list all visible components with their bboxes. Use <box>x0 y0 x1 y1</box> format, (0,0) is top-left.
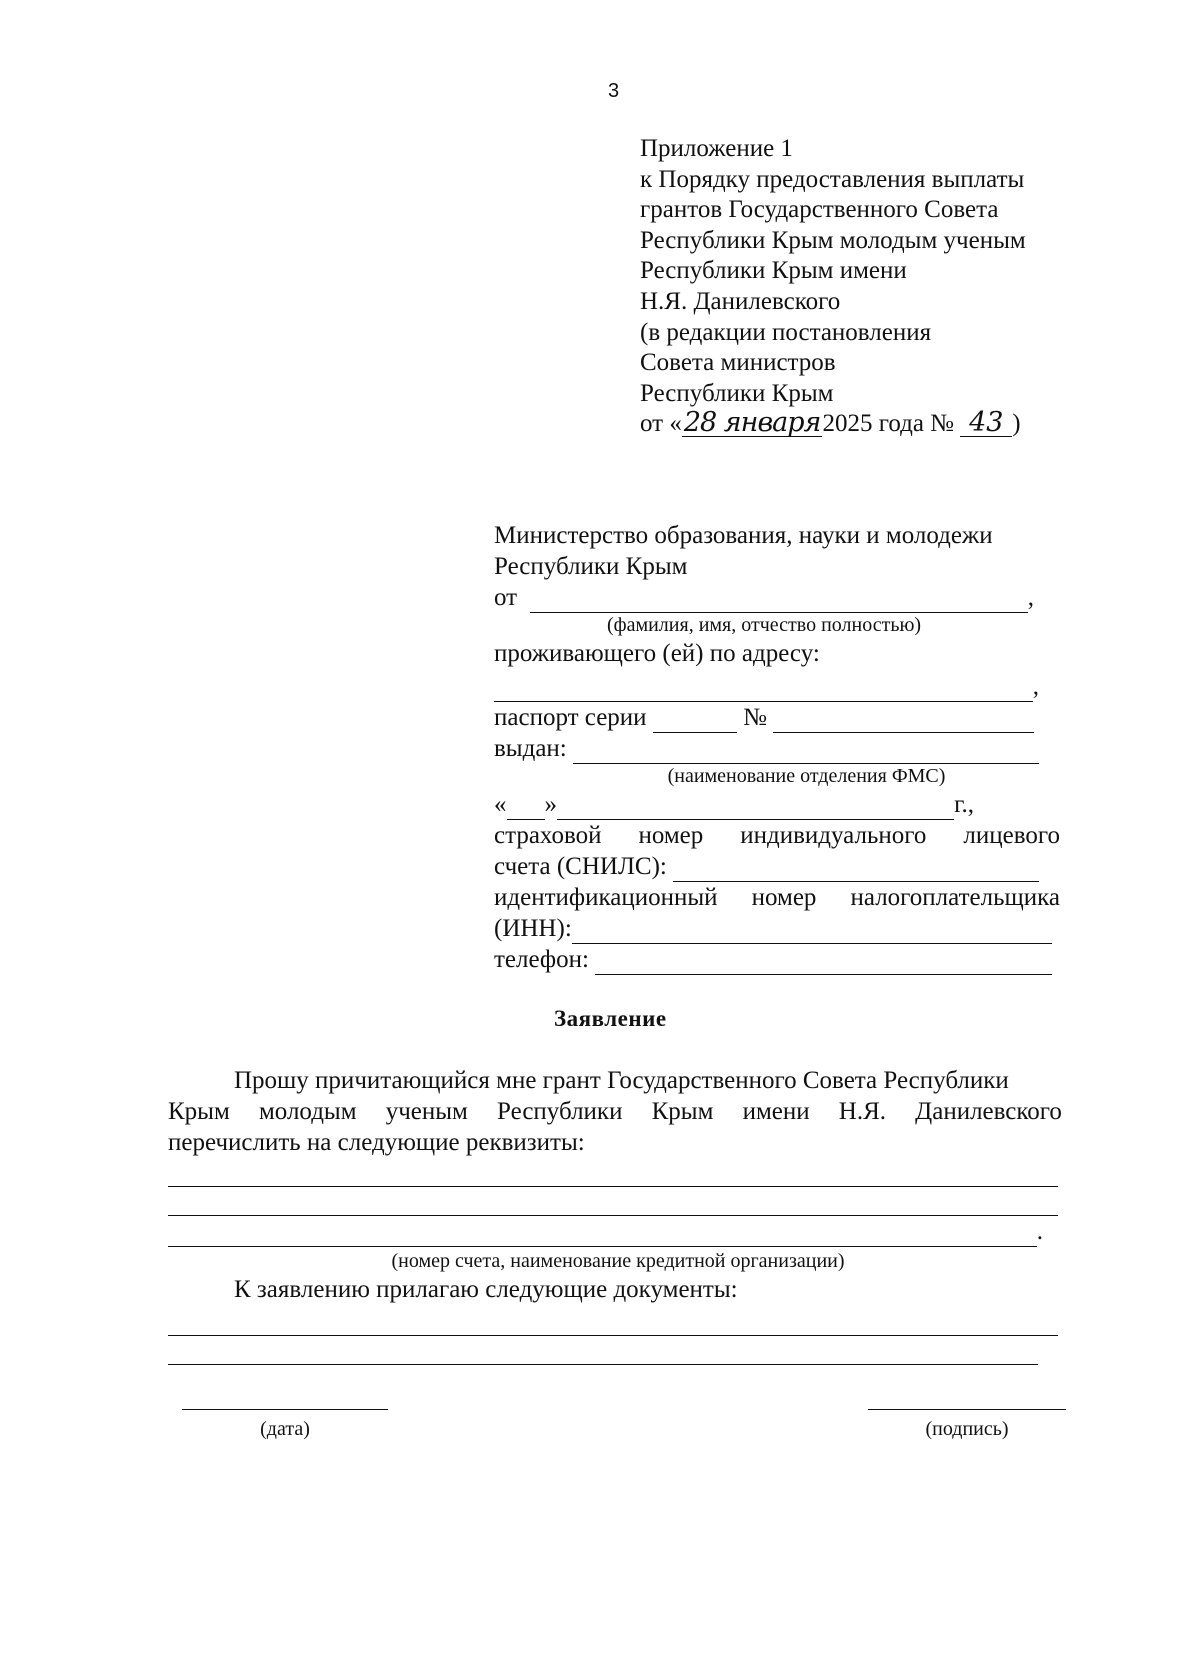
address-row <box>494 671 1039 702</box>
snils-label: счета (СНИЛС): <box>494 853 667 880</box>
appendix-line: Приложение 1 <box>640 135 793 162</box>
paragraph-word: молодым <box>258 1098 357 1125</box>
issued-caption: (наименование отделения ФМС) <box>667 765 946 787</box>
signature-field[interactable] <box>868 1395 1066 1410</box>
inn-label: (ИНН): <box>494 915 572 942</box>
page-number: 3 <box>608 80 620 102</box>
snils-word: номер <box>638 822 704 849</box>
inn-word: номер <box>751 884 817 911</box>
paragraph-word: Республики <box>497 1098 623 1125</box>
paragraph-word: Крым <box>651 1098 714 1125</box>
appendix-date-line <box>640 409 1026 440</box>
appendix-line: (в редакции постановления <box>640 318 932 346</box>
snils-word: страховой <box>494 822 602 849</box>
snils-line1 <box>494 820 1060 851</box>
issue-day-field[interactable] <box>507 795 545 820</box>
issue-month-year-field[interactable] <box>557 795 954 820</box>
ministry-name-line2: Республики Крым <box>494 553 688 580</box>
inn-word: идентификационный <box>494 884 718 911</box>
year-suffix: г., <box>954 791 974 818</box>
address-field[interactable] <box>494 677 1033 702</box>
paragraph-line2 <box>168 1096 1062 1127</box>
from-comma: , <box>1027 584 1034 611</box>
passport-row <box>494 702 1034 733</box>
appendix-line: грантов Государственного Совета <box>640 196 999 224</box>
ministry-name-line1: Министерство образования, науки и молодежи <box>494 522 993 549</box>
paragraph-word: Данилевского <box>915 1098 1062 1125</box>
phone-field[interactable] <box>595 950 1052 975</box>
snils-word: лицевого <box>963 822 1060 849</box>
fio-caption: (фамилия, имя, отчество полностью) <box>606 614 922 636</box>
documents-field-1[interactable] <box>168 1307 1058 1336</box>
passport-series-field[interactable] <box>653 708 737 733</box>
inn-field[interactable] <box>572 919 1052 944</box>
paragraph-word: Н.Я. <box>838 1098 887 1125</box>
closing-paren: ) <box>1012 410 1021 438</box>
from-row <box>494 582 1034 613</box>
date-signature-block <box>182 1395 388 1441</box>
handwritten-number: 43 <box>960 410 1012 437</box>
appendix-line: к Порядку предоставления выплаты <box>640 165 1025 193</box>
snils-word: индивидуального <box>740 822 927 849</box>
paragraph-line1: Прошу причитающийся мне грант Государственного Совета Республики <box>234 1067 1009 1094</box>
date-close-quote: » <box>544 791 557 818</box>
issued-label: выдан: <box>494 735 567 762</box>
requisites-field-3[interactable] <box>168 1220 1037 1247</box>
requisites-row-3 <box>168 1216 1043 1247</box>
date-prefix: от « <box>640 410 682 438</box>
requisites-end: . <box>1036 1218 1043 1245</box>
requisites-caption: (номер счета, наименование кредитной организации) <box>391 1250 845 1272</box>
paragraph-word: Крым <box>168 1098 230 1125</box>
appendix-line: Республики Крым молодым ученым <box>640 226 1026 254</box>
date-sign-field[interactable] <box>182 1395 388 1410</box>
addressee-block <box>494 520 1060 975</box>
issued-field[interactable] <box>573 739 1039 764</box>
signature-block <box>868 1395 1066 1441</box>
passport-number-field[interactable] <box>773 708 1034 733</box>
snils-row <box>494 851 1039 882</box>
document-title: Заявление <box>554 1006 667 1031</box>
appendix-line: Республики Крым имени <box>640 257 907 285</box>
fio-field[interactable] <box>530 588 1028 613</box>
snils-field[interactable] <box>673 857 1039 882</box>
phone-row <box>494 944 1052 975</box>
date-year: 2025 года № <box>822 410 955 438</box>
paragraph-word: имени <box>742 1098 810 1125</box>
requisites-field-1[interactable] <box>168 1158 1058 1187</box>
issued-row <box>494 733 1039 764</box>
handwritten-date: 28 января <box>683 407 821 439</box>
passport-number-label: № <box>743 704 767 731</box>
phone-label: телефон: <box>494 946 589 973</box>
appendix-line: Совета министров <box>640 349 836 377</box>
paragraph-word: ученым <box>385 1098 468 1125</box>
inn-row <box>494 913 1052 944</box>
date-open-quote: « <box>494 791 507 818</box>
inn-line1 <box>494 882 1060 913</box>
issue-date-row <box>494 789 974 820</box>
appendix-line: Н.Я. Данилевского <box>640 287 841 315</box>
inn-word: налогоплательщика <box>850 884 1060 911</box>
application-body <box>168 1065 1062 1365</box>
address-comma: , <box>1032 673 1039 700</box>
signature-caption: (подпись) <box>925 1418 1009 1440</box>
appendix-header <box>640 134 1026 440</box>
documents-label: К заявлению прилагаю следующие документы: <box>234 1276 738 1303</box>
passport-series-label: паспорт серии <box>494 704 647 731</box>
date-caption: (дата) <box>260 1418 310 1440</box>
address-label: проживающего (ей) по адресу: <box>494 640 820 667</box>
appendix-line: Республики Крым <box>640 379 834 407</box>
documents-field-2[interactable] <box>168 1336 1038 1365</box>
from-label: от <box>494 584 518 611</box>
requisites-field-2[interactable] <box>168 1187 1058 1216</box>
paragraph-line3: перечислить на следующие реквизиты: <box>168 1129 585 1156</box>
